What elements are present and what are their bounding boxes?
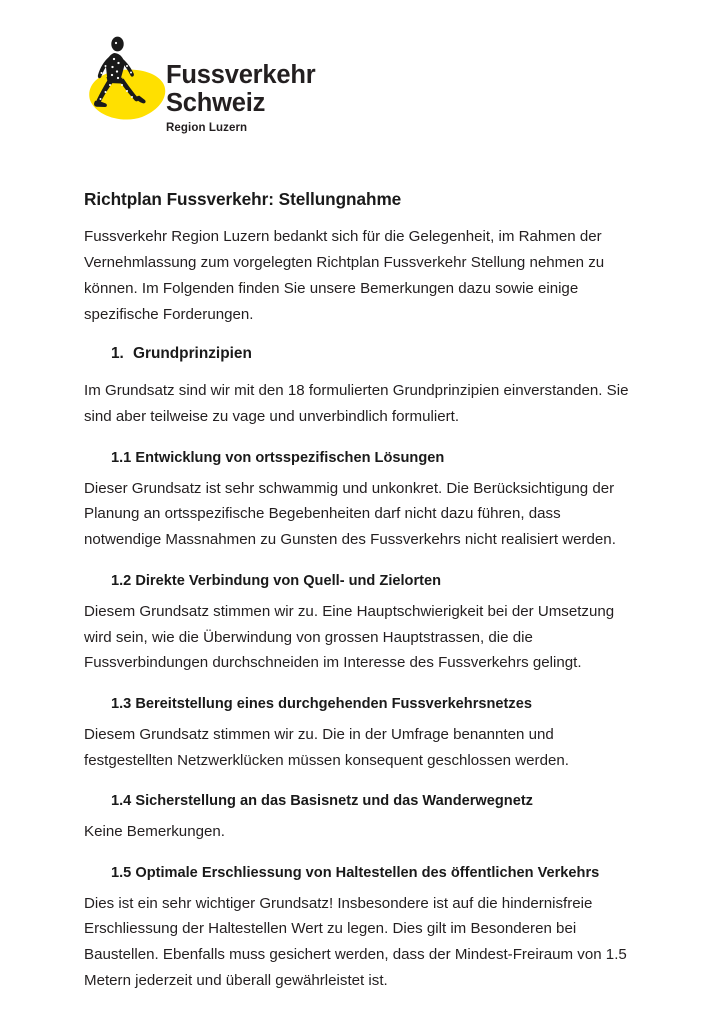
subsection-body-1-4: Keine Bemerkungen. [84,823,225,841]
logo-wordmark-line-1: Fussverkehr [166,61,316,89]
page-title: Richtplan Fussverkehr: Stellungnahme [84,189,402,209]
subsection-body-1-1: Dieser Grundsatz ist sehr schwammig und unkonkret. Die Berücksichtigung der Planung an ortsspezifische Begebenheiten darf nicht dazu führen, dass notwendige Massnahmen zu Gunsten des Fussverkehrs nicht realisiert werden. [84,479,616,549]
logo-wordmark-line-2: Schweiz [166,88,266,117]
subsection-body-1-2: Diesem Grundsatz stimmen wir zu. Eine Hauptschwierigkeit bei der Umsetzung wird sein, wie die Überwindung von grossen Hauptstrassen, die die Fussverbindungen durchschneiden im Interesse des Fussverkehrs gelingt. [84,602,615,672]
section-heading-1 [84,344,640,365]
subsection-heading-1-4: 1.4 Sicherstellung an das Basisnetz und das Wanderwegnetz [111,793,533,810]
section-1-body: Im Grundsatz sind wir mit den 18 formulierten Grundprinzipien einverstanden. Sie sind aber teilweise zu vage und unverbindlich formuliert. [84,382,629,426]
document-content [84,188,640,1008]
intro-paragraph: Fussverkehr Region Luzern bedankt sich für die Gelegenheit, im Rahmen der Vernehmlassung zum vorgelegten Richtplan Fussverkehr Stellung nehmen zu können. Im Folgenden finden Sie unsere Bemerkungen dazu sowie einige spezifische Forderungen. [84,228,605,323]
subsection-heading-1-5: 1.5 Optimale Erschliessung von Haltestellen des öffentlichen Verkehrs [111,864,600,881]
subsection-body-1-5: Dies ist ein sehr wichtiger Grundsatz! Insbesondere ist auf die hindernisfreie Erschliessung der Haltestellen Wert zu legen. Dies gilt im Besonderen bei Baustellen. Ebenfalls muss gesichert werden, dass der Mindest-Freiraum von 1.5 Metern jederzeit und überall gewährleistet ist. [84,894,627,989]
subsection-heading-1-1: 1.1 Entwicklung von ortsspezifischen Lösungen [111,449,445,466]
subsection-heading-1-2: 1.2 Direkte Verbindung von Quell- und Zielorten [111,573,442,590]
logo-wordmark [166,62,315,117]
logo-region-label: Region Luzern [166,122,248,134]
organization-logo [84,34,404,144]
section-number-1: 1. [111,344,124,362]
section-title-1: Grundprinzipien [133,344,252,362]
subsection-heading-1-3: 1.3 Bereitstellung eines durchgehenden Fussverkehrsnetzes [111,696,532,713]
walking-pedestrian-icon [84,34,170,126]
subsection-body-1-3: Diesem Grundsatz stimmen wir zu. Die in der Umfrage benannten und festgestellten Netzwerklücken müssen konsequent geschlossen werden. [84,725,569,769]
